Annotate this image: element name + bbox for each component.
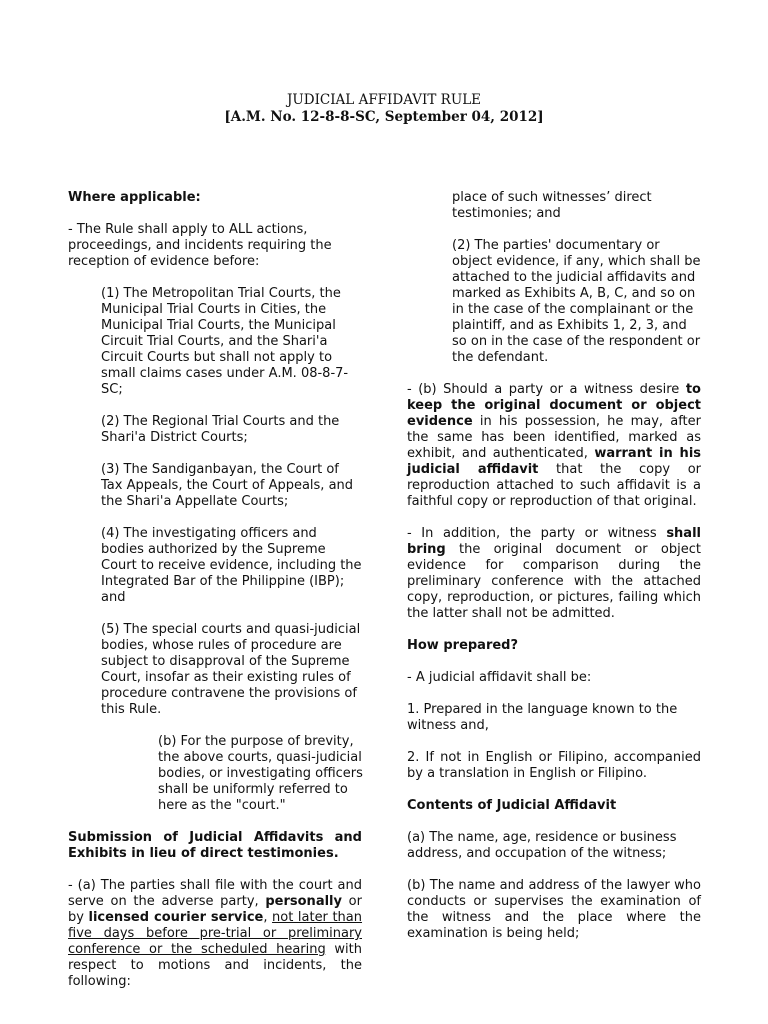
underlined-run: not later than five days before pre-trial or preliminary conference or the scheduled hearing	[68, 910, 363, 957]
text-run: the original document or object evidence for comparison during the preliminary conference with the attached copy, reproduction, or pictures, failing which the latter shall not be admitted.	[407, 542, 701, 621]
text-run: that the copy or reproduction attached to such affidavit is a faithful copy or reproduction of that original.	[407, 462, 701, 509]
heading-submission: Submission of Judicial Affidavits and Exhibits in lieu of direct testimonies.	[68, 830, 362, 861]
text-run: - (b) Should a party or a witness desire	[407, 382, 686, 397]
document-title-block	[0, 92, 768, 126]
text-run: or by	[68, 894, 362, 925]
preparation-item-1: 1. Prepared in the language known to the witness and,	[407, 702, 678, 733]
left-column	[68, 190, 362, 1006]
heading-where-applicable: Where applicable:	[68, 190, 201, 205]
submission-paragraph-a	[68, 878, 362, 990]
court-item-5: (5) The special courts and quasi-judicial bodies, whose rules of procedure are subject to disapproval of the Supreme Court, insofar as their existing rules of procedure contravene the provisions of this Rule.	[101, 622, 361, 717]
document-subtitle: [A.M. No. 12-8-8-SC, September 04, 2012]	[224, 109, 544, 125]
applicability-intro: - The Rule shall apply to ALL actions, proceedings, and incidents requiring the reception of evidence before:	[68, 222, 332, 269]
text-run: with respect to motions and incidents, the following:	[68, 942, 362, 989]
bold-run: to keep the original document or object evidence	[407, 382, 701, 429]
evidence-item-2: (2) The parties' documentary or object evidence, if any, which shall be attached to the judicial affidavits and marked as Exhibits A, B, C, and so on in the case of the complainant or the plaintiff, and as Exhibits 1, 2, 3, and so on in the case of the respondent or the defendant.	[452, 238, 701, 365]
preparation-item-2: 2. If not in English or Filipino, accompanied by a translation in English or Filipino.	[407, 750, 701, 781]
text-run: - In addition, the party or witness	[407, 526, 667, 541]
bold-run: licensed courier service	[88, 910, 264, 925]
court-item-3: (3) The Sandiganbayan, the Court of Tax Appeals, the Court of Appeals, and the Shari'a Appellate Courts;	[101, 462, 354, 509]
court-definition-item-b: (b) For the purpose of brevity, the above courts, quasi-judicial bodies, or investigating officers shall be uniformly referred to here as the "court."	[158, 734, 363, 813]
original-document-paragraph-b	[407, 382, 701, 510]
bold-run: personally	[265, 894, 342, 909]
continued-item-1: place of such witnesses’ direct testimonies; and	[452, 190, 652, 221]
preparation-intro: - A judicial affidavit shall be:	[407, 670, 592, 685]
text-run: - (a) The parties shall file with the court and serve on the adverse party,	[68, 878, 362, 909]
court-item-2: (2) The Regional Trial Courts and the Shari'a District Courts;	[101, 414, 340, 445]
additional-requirement-paragraph	[407, 526, 701, 622]
document-title: JUDICIAL AFFIDAVIT RULE	[286, 92, 482, 108]
text-run: ,	[263, 910, 273, 925]
contents-item-a: (a) The name, age, residence or business address, and occupation of the witness;	[407, 830, 677, 861]
heading-how-prepared: How prepared?	[407, 638, 519, 653]
text-run: in his possession, he may, after the same has been identified, marked as exhibit, and authenticated,	[407, 414, 701, 461]
heading-contents: Contents of Judicial Affidavit	[407, 798, 617, 813]
bold-run: shall bring	[407, 526, 701, 557]
bold-run: warrant in his judicial affidavit	[407, 446, 702, 477]
right-column	[407, 190, 701, 958]
court-item-4: (4) The investigating officers and bodies authorized by the Supreme Court to receive evidence, including the Integrated Bar of the Philippine (IBP); and	[101, 526, 362, 605]
court-item-1: (1) The Metropolitan Trial Courts, the Municipal Trial Courts in Cities, the Municipal Trial Courts, the Municipal Circuit Trial Courts, and the Shari'a Circuit Courts but shall not apply to small claims cases under A.M. 08-8-7-SC;	[101, 286, 349, 397]
contents-item-b: (b) The name and address of the lawyer who conducts or supervises the examination of the witness and the place where the examination is being held;	[407, 878, 701, 941]
